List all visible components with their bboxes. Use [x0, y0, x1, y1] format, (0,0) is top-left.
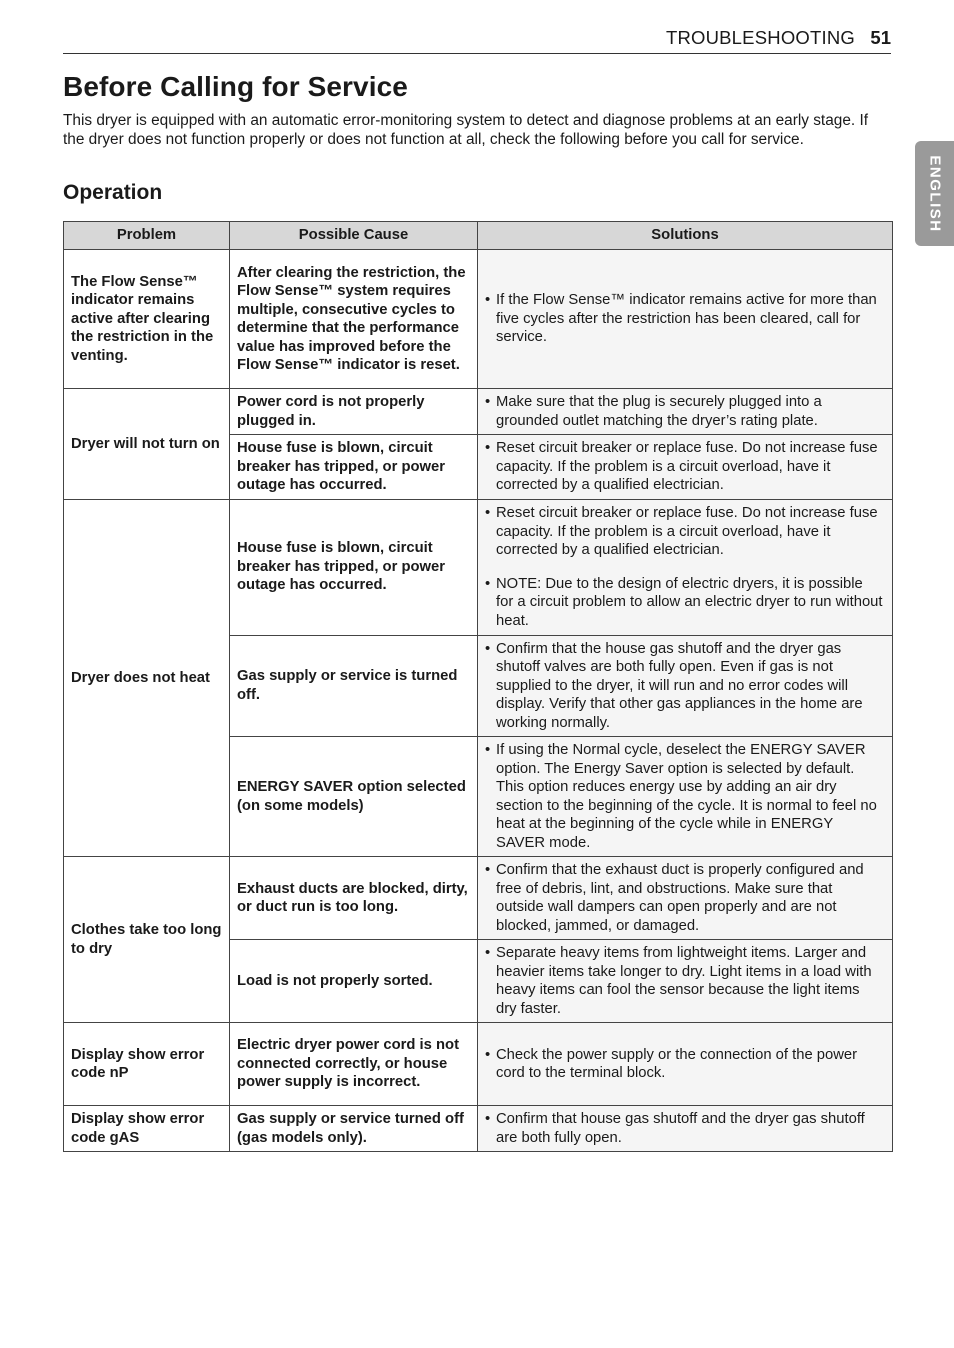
table-row: [64, 1106, 893, 1152]
solution-cell: [478, 635, 893, 737]
solution-item: • NOTE: Due to the design of electric dryers, it is possible for a circuit problem to allow an electric dryer to run without heat.: [485, 575, 884, 631]
cause-cell: House fuse is blown, circuit breaker has tripped, or power outage has occurred.: [230, 435, 478, 500]
section-subtitle: Operation: [63, 181, 163, 204]
cause-cell: ENERGY SAVER option selected (on some models): [230, 737, 478, 857]
solution-item: • Check the power supply or the connection of the power cord to the terminal block.: [485, 1046, 884, 1083]
cause-cell: After clearing the restriction, the Flow Sense™ system requires multiple, consecutive cycles to determine that the performance value has improved before the Flow Sense™ indicator is reset.: [230, 250, 478, 389]
page-title: Before Calling for Service: [63, 71, 408, 102]
solution-cell: [478, 940, 893, 1023]
problem-cell: Display show error code gAS: [64, 1106, 230, 1152]
cause-cell: Exhaust ducts are blocked, dirty, or duct run is too long.: [230, 857, 478, 940]
column-header-problem: Problem: [64, 222, 230, 250]
table-row: [64, 857, 893, 940]
solution-cell: [478, 250, 893, 389]
problem-cell: Dryer will not turn on: [64, 389, 230, 500]
solution-item: • Confirm that house gas shutoff and the dryer gas shutoff are both fully open.: [485, 1110, 884, 1147]
page-header: [63, 25, 891, 54]
table-row: [64, 499, 893, 635]
page-number: 51: [870, 27, 891, 48]
problem-cell: Dryer does not heat: [64, 499, 230, 857]
language-tab: [915, 141, 954, 246]
solution-cell: [478, 389, 893, 435]
column-header-cause: Possible Cause: [230, 222, 478, 250]
solution-item: • Reset circuit breaker or replace fuse. Do not increase fuse capacity. If the problem is a circuit overload, have it corrected by a qualified electrician.: [485, 439, 884, 495]
cause-cell: Power cord is not properly plugged in.: [230, 389, 478, 435]
table-row: [64, 1023, 893, 1106]
solution-cell: [478, 499, 893, 635]
solution-item: • Confirm that the exhaust duct is properly configured and free of debris, lint, and obstructions. Make sure that outside wall dampers can open properly and are not blocked, jammed, or damaged.: [485, 861, 884, 935]
troubleshooting-table: [63, 221, 893, 1152]
intro-paragraph: This dryer is equipped with an automatic error-monitoring system to detect and diagnose problems at an early stage. If the dryer does not function properly or does not function at all, check the following before you call for service.: [63, 112, 868, 148]
solution-item: • Confirm that the house gas shutoff and the dryer gas shutoff valves are both fully open. Even if gas is not supplied to the dryer, it will run and no error codes will display. Verify that other gas appliances in the home are working normally.: [485, 640, 884, 733]
solution-cell: [478, 857, 893, 940]
solution-item: • If using the Normal cycle, deselect the ENERGY SAVER option. The Energy Saver option is selected by default. This option reduces energy use by adding an air dry section to the beginning of the cycle. It is normal to feel no heat at the beginning of the cycle while in ENERGY SAVER mode.: [485, 741, 884, 852]
solution-item: • Separate heavy items from lightweight items. Larger and heavier items take longer to dry. Light items in a load with heavy items can fool the sensor because the light items dry faster.: [485, 944, 884, 1018]
cause-cell: House fuse is blown, circuit breaker has tripped, or power outage has occurred.: [230, 499, 478, 635]
solution-item: • If the Flow Sense™ indicator remains active for more than five cycles after the restriction has been cleared, call for service.: [485, 291, 884, 347]
language-tab-label: ENGLISH: [926, 154, 943, 233]
problem-cell: Clothes take too long to dry: [64, 857, 230, 1023]
table-header-row: [64, 222, 893, 250]
table-row: [64, 250, 893, 389]
solution-cell: [478, 1023, 893, 1106]
section-title: TROUBLESHOOTING: [665, 27, 855, 48]
cause-cell: Load is not properly sorted.: [230, 940, 478, 1023]
solution-cell: [478, 737, 893, 857]
cause-cell: Electric dryer power cord is not connected correctly, or house power supply is incorrect.: [230, 1023, 478, 1106]
problem-cell: The Flow Sense™ indicator remains active after clearing the restriction in the venting.: [64, 250, 230, 389]
column-header-solutions: Solutions: [478, 222, 893, 250]
problem-cell: Display show error code nP: [64, 1023, 230, 1106]
solution-item: • Make sure that the plug is securely plugged into a grounded outlet matching the dryer’s rating plate.: [485, 393, 884, 430]
solution-cell: [478, 1106, 893, 1152]
solution-item: • Reset circuit breaker or replace fuse. Do not increase fuse capacity. If the problem is a circuit overload, have it corrected by a qualified electrician.: [485, 504, 884, 560]
cause-cell: Gas supply or service turned off (gas models only).: [230, 1106, 478, 1152]
table-row: [64, 389, 893, 435]
cause-cell: Gas supply or service is turned off.: [230, 635, 478, 737]
solution-cell: [478, 435, 893, 500]
